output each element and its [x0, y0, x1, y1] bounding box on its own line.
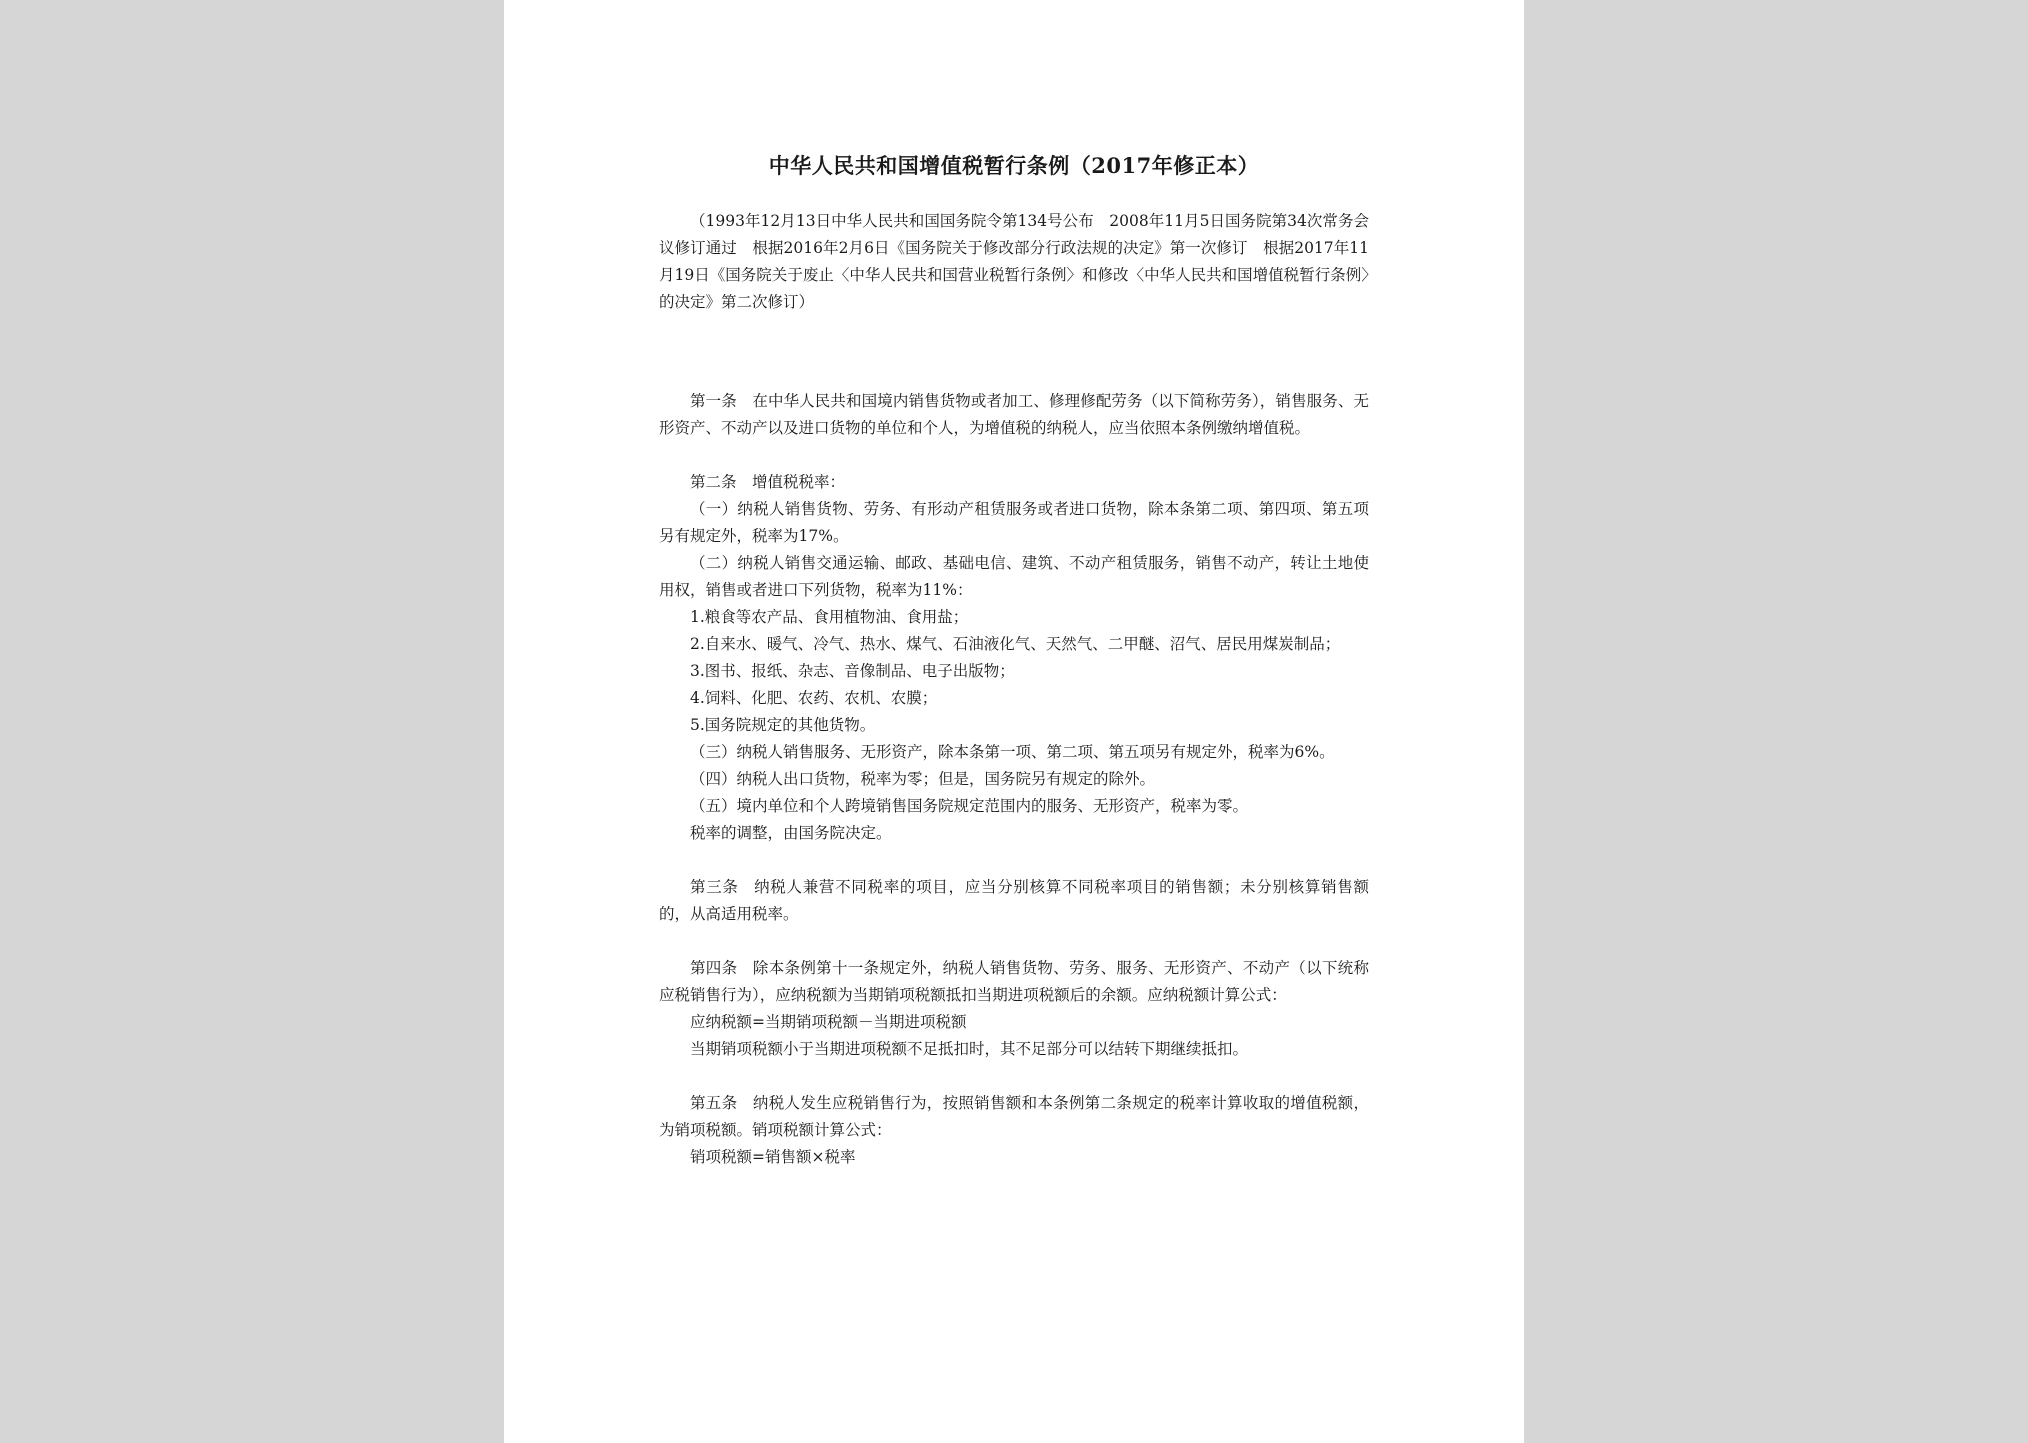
article-4-paragraph-1	[659, 955, 1369, 1009]
article-2-item-3: （三）纳税人销售服务、无形资产，除本条第一项、第二项、第五项另有规定外，税率为6%。	[690, 743, 1335, 761]
article-5-formula: 销项税额=销售额×税率	[690, 1148, 856, 1166]
article-4-text: 除本条例第十一条规定外，纳税人销售货物、劳务、服务、无形资产、不动产（以下统称应税销售行为），应纳税额为当期销项税额抵扣当期进项税额后的余额。应纳税额计算公式：	[659, 959, 1369, 1004]
article-5-title: 第五条	[690, 1094, 738, 1112]
article-2-item-4: （四）纳税人出口货物，税率为零；但是，国务院另有规定的除外。	[690, 770, 1156, 788]
article-3-paragraph-1	[659, 874, 1369, 928]
article-2-closing: 税率的调整，由国务院决定。	[690, 824, 892, 842]
article-2-paragraph-1	[659, 469, 1369, 496]
preamble: （1993年12月13日中华人民共和国国务院令第134号公布 2008年11月5日国务院第34次常务会议修订通过 根据2016年2月6日《国务院关于修改部分行政法规的决定》第一次修订 根据2017年11月19日《国务院关于废止〈中华人民共和国营业税暂行条例〉和修改〈中华人民共和国增值税暂行条例〉的决定》第二次修订）	[659, 212, 1369, 311]
article-2-title: 第二条	[690, 473, 737, 491]
article-4-title: 第四条	[690, 959, 738, 977]
article-1-title: 第一条	[690, 392, 737, 410]
article-5-text: 纳税人发生应税销售行为，按照销售额和本条例第二条规定的税率计算收取的增值税额，为销项税额。销项税额计算公式：	[659, 1094, 1369, 1139]
article-2-text: 增值税税率：	[752, 473, 846, 491]
article-2-subitem-1: 1.粮食等农产品、食用植物油、食用盐；	[690, 608, 969, 626]
article-1-paragraph-1	[659, 388, 1369, 442]
spacer	[659, 442, 1369, 469]
article-2-subitem-5: 5.国务院规定的其他货物。	[690, 716, 876, 734]
article-2-item-5: （五）境内单位和个人跨境销售国务院规定范围内的服务、无形资产，税率为零。	[690, 797, 1249, 815]
article-3-text: 纳税人兼营不同税率的项目，应当分别核算不同税率项目的销售额；未分别核算销售额的，从高适用税率。	[659, 878, 1369, 923]
article-5-paragraph-1	[659, 1090, 1369, 1144]
article-2-item-2: （二）纳税人销售交通运输、邮政、基础电信、建筑、不动产租赁服务，销售不动产，转让土地使用权，销售或者进口下列货物，税率为11%：	[659, 554, 1369, 599]
spacer	[659, 847, 1369, 874]
article-2-subitem-4: 4.饲料、化肥、农药、农机、农膜；	[690, 689, 938, 707]
article-3-title: 第三条	[690, 878, 739, 896]
article-2-subitem-3: 3.图书、报纸、杂志、音像制品、电子出版物；	[690, 662, 1015, 680]
article-1-text: 在中华人民共和国境内销售货物或者加工、修理修配劳务（以下简称劳务），销售服务、无形资产、不动产以及进口货物的单位和个人，为增值税的纳税人，应当依照本条例缴纳增值税。	[659, 392, 1369, 437]
document-page	[504, 0, 1524, 1443]
article-4-formula: 应纳税额=当期销项税额－当期进项税额	[690, 1013, 967, 1031]
article-2-item-1: （一）纳税人销售货物、劳务、有形动产租赁服务或者进口货物，除本条第二项、第四项、第五项另有规定外，税率为17%。	[659, 500, 1369, 545]
spacer	[659, 1063, 1369, 1090]
spacer	[659, 928, 1369, 955]
document-title: 中华人民共和国增值税暂行条例（2017年修正本）	[768, 153, 1260, 178]
article-2-subitem-2: 2.自来水、暖气、冷气、热水、煤气、石油液化气、天然气、二甲醚、沼气、居民用煤炭制品；	[690, 635, 1341, 653]
article-4-paragraph-2: 当期销项税额小于当期进项税额不足抵扣时，其不足部分可以结转下期继续抵扣。	[690, 1040, 1249, 1058]
